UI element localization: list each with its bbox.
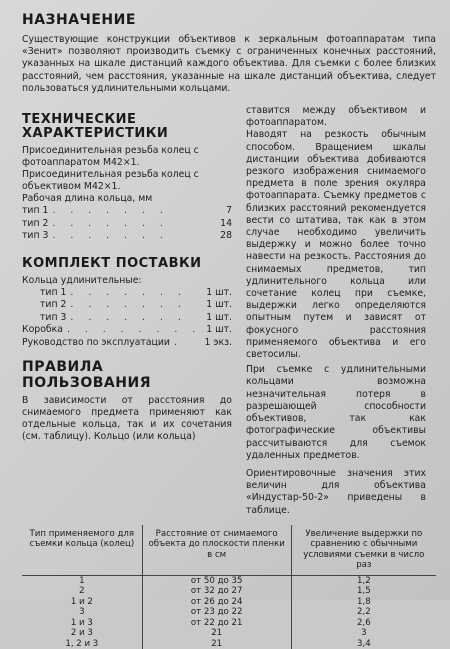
exposure-table bbox=[22, 525, 436, 649]
table-cell-factor: 2,2 bbox=[291, 607, 436, 618]
table-cell-factor: 2,6 bbox=[291, 618, 436, 629]
left-column bbox=[22, 105, 232, 517]
purpose-heading: НАЗНАЧЕНИЕ bbox=[22, 12, 136, 28]
distance-from: 21 bbox=[211, 638, 223, 649]
distance-from: от 23 bbox=[190, 607, 215, 618]
distance-to: до 21 bbox=[217, 617, 243, 628]
kit-rings-label: Кольца удлинительные: bbox=[22, 274, 142, 286]
table-cell-distance bbox=[142, 586, 291, 597]
table-cell-distance bbox=[142, 628, 291, 639]
table-cell-ring: 1, 2 и 3 bbox=[65, 638, 99, 649]
right-p1: ставится между объективом и фотоаппаратом. bbox=[246, 105, 426, 129]
distance-to: до 27 bbox=[217, 586, 243, 597]
table-header-factor: Увеличение выдержки по сравнению с обычными условиями съемки в число раз bbox=[291, 525, 436, 576]
kit-manual-row: Руководство по эксплуатации . 1 экз. bbox=[22, 336, 232, 348]
table-cell-factor: 1,2 bbox=[291, 575, 436, 586]
ring-length-value: 28 bbox=[220, 230, 232, 242]
rules-heading: ПРАВИЛА ПОЛЬЗОВАНИЯ bbox=[22, 359, 151, 392]
kit-item-row: тип 3 . . . . . . . 1 шт. bbox=[40, 311, 232, 323]
specs-heading-line2: ХАРАКТЕРИСТИКИ bbox=[22, 126, 169, 142]
distance-from: от 50 bbox=[190, 575, 215, 586]
distance-from: от 32 bbox=[190, 586, 215, 597]
table-cell-ring: 2 и 3 bbox=[70, 628, 93, 639]
kit-box-label: Коробка bbox=[22, 324, 63, 336]
kit-item-label: тип 3 bbox=[40, 311, 67, 323]
table-cell-factor: 1,5 bbox=[291, 586, 436, 597]
kit-item-value: 1 шт. bbox=[206, 286, 232, 298]
specs-heading-line1: ТЕХНИЧЕСКИЕ bbox=[22, 112, 137, 128]
thread-camera: Присоединительная резьба колец с фотоаппаратом М42×1. bbox=[22, 145, 199, 169]
specs-heading bbox=[22, 113, 232, 141]
table-cell-factor: 1,8 bbox=[291, 597, 436, 608]
purpose-text: Существующие конструкции объективов к зеркальным фотоаппаратам типа «Зенит» позволяют производить съемку с ограниченных конечных расстояний, указанных на шкале дистанций каждого объектива. Для съемки с более близких расстояний, чем расстояния, указанные на шкале дистанций объектива, следует пользоваться удлинительными кольцами. bbox=[22, 34, 436, 94]
table-cell-distance bbox=[142, 639, 291, 649]
table-cell-distance bbox=[142, 618, 291, 629]
right-column bbox=[246, 105, 426, 517]
table-cell-factor: 3,4 bbox=[291, 639, 436, 649]
kit-box-value: 1 шт. bbox=[206, 324, 232, 336]
distance-to: до 22 bbox=[217, 607, 243, 618]
table-row bbox=[22, 586, 436, 597]
table-row bbox=[22, 597, 436, 608]
distance-from: от 26 bbox=[190, 596, 215, 607]
table-cell-ring: 1 bbox=[79, 575, 85, 586]
table-cell-ring: 1 и 3 bbox=[70, 617, 93, 628]
kit-manual-value: 1 экз. bbox=[204, 336, 232, 348]
ring-type-label: тип 1 bbox=[22, 205, 49, 217]
kit-item-label: тип 2 bbox=[40, 299, 67, 311]
two-column-body bbox=[22, 105, 436, 517]
thread-lens: Присоединительная резьба колец с объективом М42×1. bbox=[22, 169, 199, 193]
table-cell-distance bbox=[142, 575, 291, 586]
table-cell-distance bbox=[142, 607, 291, 618]
kit-manual-label: Руководство по эксплуатации bbox=[22, 336, 170, 348]
kit-item-value: 1 шт. bbox=[206, 311, 232, 323]
table-row bbox=[22, 628, 436, 639]
rules-text: В зависимости от расстояния до снимаемого предмета применяют как отдельные кольца, так и их сочетания (см. таблицу). Кольцо (или кольца) bbox=[22, 395, 232, 443]
ring-length-value: 7 bbox=[226, 205, 232, 217]
right-p2: Наводят на резкость обычным способом. Вращением шкалы дистанции объектива добиваются резкого изображения снимаемого предмета в поле зрения окуляра фотоаппарата. Съемку предметов с близких расстояний рекомендуется вести со штатива, так как в этом случае необходимо увеличить выдержку и можно более точно навести на резкость. Расстояния до снимаемых предметов, тип удлинительного кольца или сочетание колец при съемке, выдержки легко определяются опытным путем и зависят от фокусного расстояния применяемого объектива и его светосилы. bbox=[246, 129, 426, 361]
distance-from: от 22 bbox=[190, 617, 215, 628]
distance-from: 21 bbox=[211, 628, 223, 639]
distance-to: до 35 bbox=[217, 575, 243, 586]
table-header-ring: Тип применяемого для съемки кольца (колец) bbox=[22, 525, 142, 576]
kit-box-row: Коробка . . . . . . . . 1 шт. bbox=[22, 324, 232, 336]
right-p4: Ориентировочные значения этих величин для объектива «Индустар-50-2» приведены в таблице. bbox=[246, 467, 426, 516]
table-header-row bbox=[22, 525, 436, 576]
table-cell-ring: 1 и 2 bbox=[70, 596, 93, 607]
distance-to: до 24 bbox=[217, 596, 243, 607]
right-p3: При съемке с удлинительными кольцами возможна незначительная потеря в разрешающей способности объективов, так как фотографические объективы рассчитываются для съемок удаленных предметов. bbox=[246, 364, 426, 461]
kit-item-value: 1 шт. bbox=[206, 299, 232, 311]
ring-type-label: тип 3 bbox=[22, 230, 49, 242]
kit-item-label: тип 1 bbox=[40, 286, 67, 298]
table-cell-factor: 3 bbox=[291, 628, 436, 639]
table-row bbox=[22, 618, 436, 629]
ring-length-value: 14 bbox=[220, 217, 232, 229]
kit-item-row: тип 1 . . . . . . . 1 шт. bbox=[40, 286, 232, 298]
length-label: Рабочая длина кольца, мм bbox=[22, 193, 153, 205]
table-row bbox=[22, 639, 436, 649]
table-row bbox=[22, 575, 436, 586]
ring-length-row: тип 3 . . . . . . . 28 bbox=[22, 230, 232, 242]
table-header-distance: Расстояние от снимаемого объекта до плоскости пленки в см bbox=[142, 525, 291, 576]
ring-type-label: тип 2 bbox=[22, 217, 49, 229]
table-row bbox=[22, 607, 436, 618]
table-cell-distance bbox=[142, 597, 291, 608]
table-cell-ring: 2 bbox=[79, 586, 85, 597]
kit-item-row: тип 2 . . . . . . . 1 шт. bbox=[40, 299, 232, 311]
table-cell-ring: 3 bbox=[79, 607, 85, 618]
kit-heading: КОМПЛЕКТ ПОСТАВКИ bbox=[22, 255, 202, 271]
ring-length-row: тип 1 . . . . . . . 7 bbox=[22, 205, 232, 217]
ring-length-row: тип 2 . . . . . . . 14 bbox=[22, 217, 232, 229]
